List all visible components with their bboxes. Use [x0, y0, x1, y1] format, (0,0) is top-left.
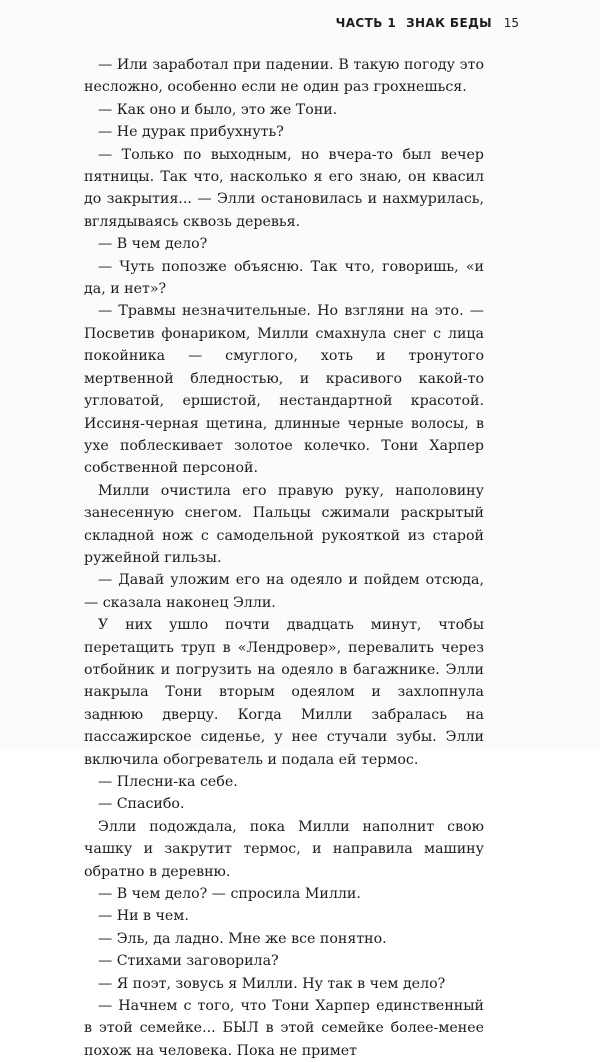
- paragraph: Милли очистила его правую руку, наполовину занесенную снегом. Пальцы сжимали раскрытый складной нож с самодельной рукояткой из старой ружейной гильзы.: [84, 482, 484, 566]
- paragraph: — Травмы незначительные. Но взгляни на это. — Посветив фонариком, Милли смахнула снег с лица покойника — смуглого, хоть и тронутого мертвенной бледностью, и красивого какой-то угловатой, ершистой, нестандартной красотой. Иссиня-черная щетина, длинные черные волосы, в ухе поблескивает золотое колечко. Тони Харпер собственной персоной.: [84, 303, 484, 477]
- paragraph: — Спасибо.: [98, 796, 185, 813]
- page-number: 15: [503, 16, 519, 30]
- paragraph: — Или заработал при падении. В такую погоду это несложно, особенно если не один раз грохнешься.: [84, 57, 484, 96]
- chapter-title: ЗНАК БЕДЫ: [406, 16, 492, 30]
- paragraph: — Стихами заговорила?: [98, 953, 279, 970]
- paragraph: — Начнем с того, что Тони Харпер единственный в этой семейке... БЫЛ в этой семейке более-менее похож на человека. Пока не примет: [84, 998, 484, 1059]
- paragraph: У них ушло почти двадцать минут, чтобы перетащить труп в «Лендровер», перевалить через отбойник и погрузить на одеяло в багажнике. Элли накрыла Тони вторым одеялом и захлопнула заднюю дверцу. Когда Милли забралась на пассажирское сиденье, у нее стучали зубы. Элли включила обогреватель и подала ей термос.: [84, 617, 484, 768]
- paragraph: — Давай уложим его на одеяло и пойдем отсюда, — сказала наконец Элли.: [84, 572, 484, 611]
- paragraph: — Как оно и было, это же Тони.: [98, 101, 338, 118]
- paragraph: — Чуть попозже объясню. Так что, говоришь, «и да, и нет»?: [84, 258, 484, 298]
- paragraph: — Плесни-ка себе.: [98, 774, 238, 790]
- body-text: [84, 54, 484, 1062]
- paragraph: — В чем дело?: [98, 236, 208, 253]
- paragraph: — Я поэт, зовусь я Милли. Ну так в чем дело?: [98, 975, 446, 992]
- paragraph: — В чем дело? — спросила Милли.: [98, 886, 361, 903]
- paragraph: — Эль, да ладно. Мне же все понятно.: [98, 930, 387, 947]
- paragraph: — Только по выходным, но вчера-то был вечер пятницы. Так что, насколько я его знаю, он квасил до закрытия... — Элли остановилась и нахмурилась, вглядываясь сквозь деревья.: [84, 146, 484, 230]
- running-head: [336, 16, 492, 30]
- paragraph: — Ни в чем.: [98, 908, 189, 925]
- part-label: ЧАСТЬ 1: [335, 16, 397, 30]
- paragraph: Элли подождала, пока Милли наполнит свою чашку и закрутит термос, и направила машину обратно в деревню.: [84, 818, 484, 880]
- paragraph: — Не дурак прибухнуть?: [98, 124, 284, 141]
